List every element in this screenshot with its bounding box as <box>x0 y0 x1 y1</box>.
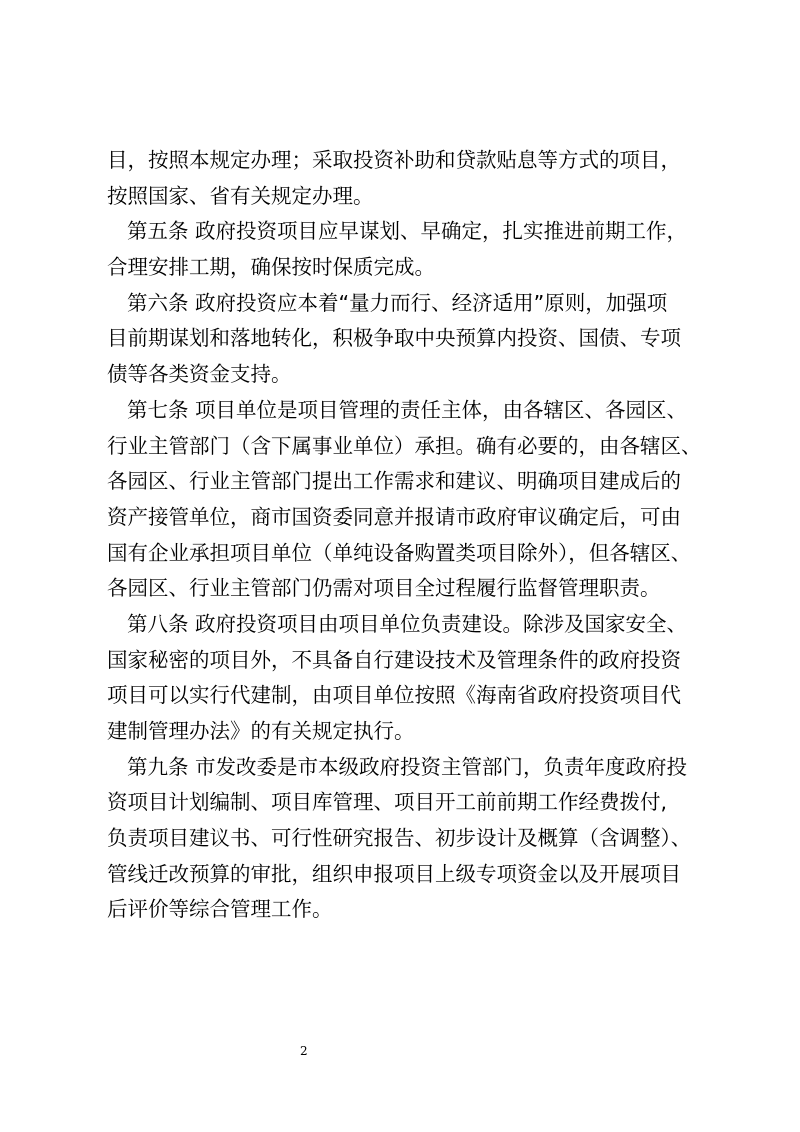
page-number: 2 <box>300 1044 308 1058</box>
text-line: 国家秘密的项目外，不具备自行建设技术及管理条件的政府投资 <box>107 647 681 672</box>
article-5-heading-line: 第五条 政府投资项目应早谋划、早确定，扎实推进前期工作， <box>127 219 688 244</box>
article-9-heading-line: 第九条 市发改委是市本级政府投资主管部门，负责年度政府投 <box>127 754 688 779</box>
text-line: 目，按照本规定办理；采取投资补助和贷款贴息等方式的项目， <box>107 148 681 172</box>
text-line: 按照国家、省有关规定办理。 <box>107 183 374 208</box>
text-line: 各园区、行业主管部门提出工作需求和建议、明确项目建成后的 <box>107 469 681 494</box>
text-line: 目前期谋划和落地转化，积极争取中央预算内投资、国债、专项 <box>107 326 681 351</box>
article-8-heading-line: 第八条 政府投资项目由项目单位负责建设。除涉及国家安全、 <box>127 611 688 636</box>
text-line: 建制管理办法》的有关规定执行。 <box>107 719 415 743</box>
text-line: 国有企业承担项目单位（单纯设备购置类项目除外），但各辖区、 <box>107 540 692 565</box>
text-line: 行业主管部门（含下属事业单位）承担。确有必要的，由各辖区、 <box>107 433 702 458</box>
text-line: 项目可以实行代建制，由项目单位按照《海南省政府投资项目代 <box>107 683 681 708</box>
text-line: 负责项目建议书、可行性研究报告、初步设计及概算（含调整）、 <box>107 826 692 851</box>
text-line: 后评价等综合管理工作。 <box>107 897 333 922</box>
document-body <box>107 143 717 928</box>
article-7-heading-line: 第七条 项目单位是项目管理的责任主体，由各辖区、各园区、 <box>127 397 688 422</box>
text-line: 债等各类资金支持。 <box>107 362 292 387</box>
text-line: 资项目计划编制、项目库管理、项目开工前前期工作经费拨付, <box>107 790 668 815</box>
text-line: 管线迁改预算的审批，组织申报项目上级专项资金以及开展项目 <box>107 861 681 886</box>
text-line: 各园区、行业主管部门仍需对项目全过程履行监督管理职责。 <box>107 576 661 601</box>
text-line: 合理安排工期，确保按时保质完成。 <box>107 255 435 280</box>
text-line: 资产接管单位，商市国资委同意并报请市政府审议确定后，可由 <box>107 504 681 529</box>
article-6-heading-line: 第六条 政府投资应本着“量力而行、经济适用”原则，加强项 <box>127 290 668 315</box>
